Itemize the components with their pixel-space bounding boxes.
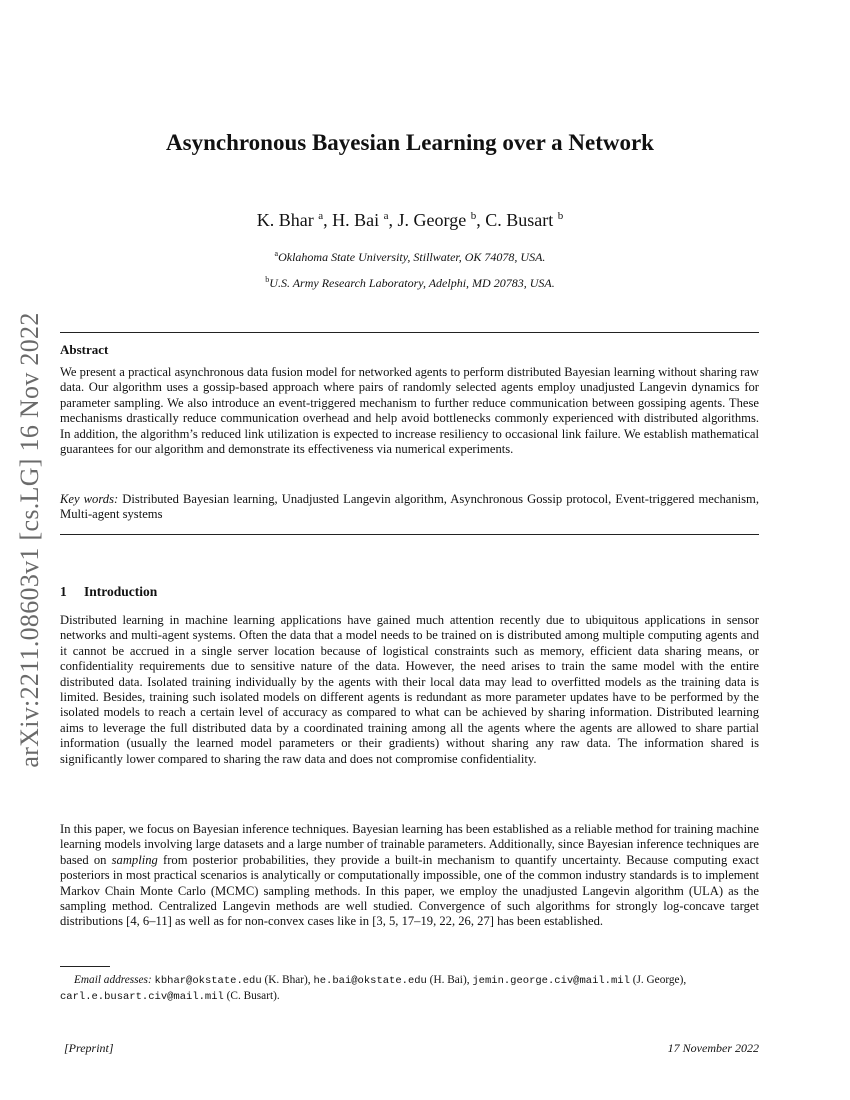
footnote-text: (H. Bai),: [426, 974, 473, 986]
arxiv-id-text: arXiv:2211.08603v1 [cs.LG] 16 Nov 2022: [15, 312, 44, 768]
footnote-text: (J. George),: [629, 974, 687, 986]
paragraph-text: from posterior probabilities, they provide a built-in mechanism to quantify uncertainty. Because computing exact posteriors in most practical scenarios is analytically or computationally impossible, one of the common industry standards is to implement Markov Chain Monte Carlo (MCMC) sampling methods. In this paper, we employ the unadjusted Langevin algorithm (ULA) as the sampling method. Centralized Langevin methods are well studied. Convergence of such algorithms for strongly log-concave target distributions [4, 6–11] as well as for non-convex cases like in [3, 5, 17–19, 22, 26, 27] has been established.: [60, 852, 759, 929]
abstract-top-rule: [60, 332, 759, 333]
author-list: K. Bhar $^a$, H. Bai $^a$, J. George $^b$, C. Busart $^b$: [256, 210, 564, 230]
keywords: [60, 492, 759, 523]
footer-preprint-label: [Preprint]: [64, 1041, 114, 1055]
section-number: 1: [60, 584, 67, 599]
abstract-bottom-rule: [60, 534, 759, 535]
author-name: K. Bhar: [256, 210, 314, 230]
section-title: Introduction: [84, 584, 158, 599]
email-link[interactable]: jemin.george.civ@mail.mil: [472, 975, 630, 987]
footnote-text: (C. Busart).: [223, 989, 280, 1002]
email-link[interactable]: carl.e.busart.civ@mail.mil: [60, 990, 224, 1003]
keywords-label: Key words:: [60, 492, 119, 506]
author-affiliation-mark: b: [470, 210, 477, 222]
paper-title: Asynchronous Bayesian Learning over a Network: [166, 130, 654, 155]
affiliation-text: U.S. Army Research Laboratory, Adelphi, MD 20783, USA.: [269, 276, 555, 290]
author-name: H. Bai: [332, 210, 380, 230]
author-affiliation-mark: a: [383, 210, 389, 222]
email-link[interactable]: kbhar@okstate.edu: [154, 975, 262, 987]
affiliation-a: [60, 250, 760, 265]
author-name: J. George: [397, 210, 467, 230]
footnote-label: Email addresses:: [74, 974, 152, 986]
affiliation-b: [60, 276, 760, 291]
footer-date: 17 November 2022: [667, 1041, 759, 1055]
keywords-text: Distributed Bayesian learning, Unadjusted Langevin algorithm, Asynchronous Gossip protocol, Event-triggered mechanism, Multi-agent systems: [60, 492, 759, 522]
section-heading: [60, 584, 157, 600]
intro-paragraph-2: [60, 822, 759, 930]
author-name: C. Busart: [485, 210, 554, 230]
footnote-rule: [60, 966, 110, 967]
author-affiliation-mark: a: [318, 210, 324, 222]
paragraph-text: In this paper, we focus on Bayesian inference techniques. Bayesian learning has been established as a reliable method for training machine learning models involving large datasets and a large number of trainable parameters. Additionally, since Bayesian inference techniques are based on: [60, 822, 759, 867]
footnote-email-addresses: [60, 973, 759, 1004]
arxiv-side-identifier: [10, 290, 50, 790]
email-link[interactable]: he.bai@okstate.edu: [313, 975, 427, 987]
intro-paragraph-1: Distributed learning in machine learning applications have gained much attention recently due to ubiquitous applications in sensor networks and multi-agent systems. Often the data that a model needs to be trained on is distributed among multiple computing agents and it cannot be accrued in a single server location because of logistical constraints such as memory, efficient data sharing means, or confidentiality requirements due to sensitive nature of the data. However, the need arises to train the same model with the entire distributed data. Isolated training individually by the agents with their local data may lead to overfitted models as the training data is limited. Besides, training such isolated models on different agents is redundant as more parameter updates have to be performed by the isolated models to reach a certain level of accuracy as compared to what can be achieved by sharing information. Distributed learning aims to leverage the full distributed data by a coordinated training among all the agents where the agents are allowed to share partial information (usually the learned model parameters or their gradients) without sharing any raw data. The information shared is significantly lower compared to sharing the raw data and does not compromise confidentiality.: [60, 613, 759, 766]
affiliation-mark: b: [265, 275, 270, 284]
footnote-text: (K. Bhar),: [261, 974, 314, 986]
abstract-heading: Abstract: [60, 342, 109, 357]
abstract-text: We present a practical asynchronous data fusion model for networked agents to perform distributed Bayesian learning without sharing raw data. Our algorithm uses a gossip-based approach where pairs of randomly selected agents employ unadjusted Langevin dynamics for parameter sampling. We also introduce an event-triggered mechanism to further reduce communication between gossiping agents. These mechanisms drastically reduce communication overhead and help avoid bottlenecks commonly experienced with distributed algorithms. In addition, the algorithm’s reduced link utilization is expected to increase resiliency to occasional link failure. We establish mathematical guarantees for our algorithm and demonstrate its effectiveness via numerical experiments.: [60, 365, 759, 457]
emphasis-text: sampling: [111, 852, 158, 867]
author-affiliation-mark: b: [557, 210, 564, 222]
affiliation-text: Oklahoma State University, Stillwater, OK 74078, USA.: [278, 250, 546, 264]
affiliation-mark: a: [274, 249, 279, 258]
